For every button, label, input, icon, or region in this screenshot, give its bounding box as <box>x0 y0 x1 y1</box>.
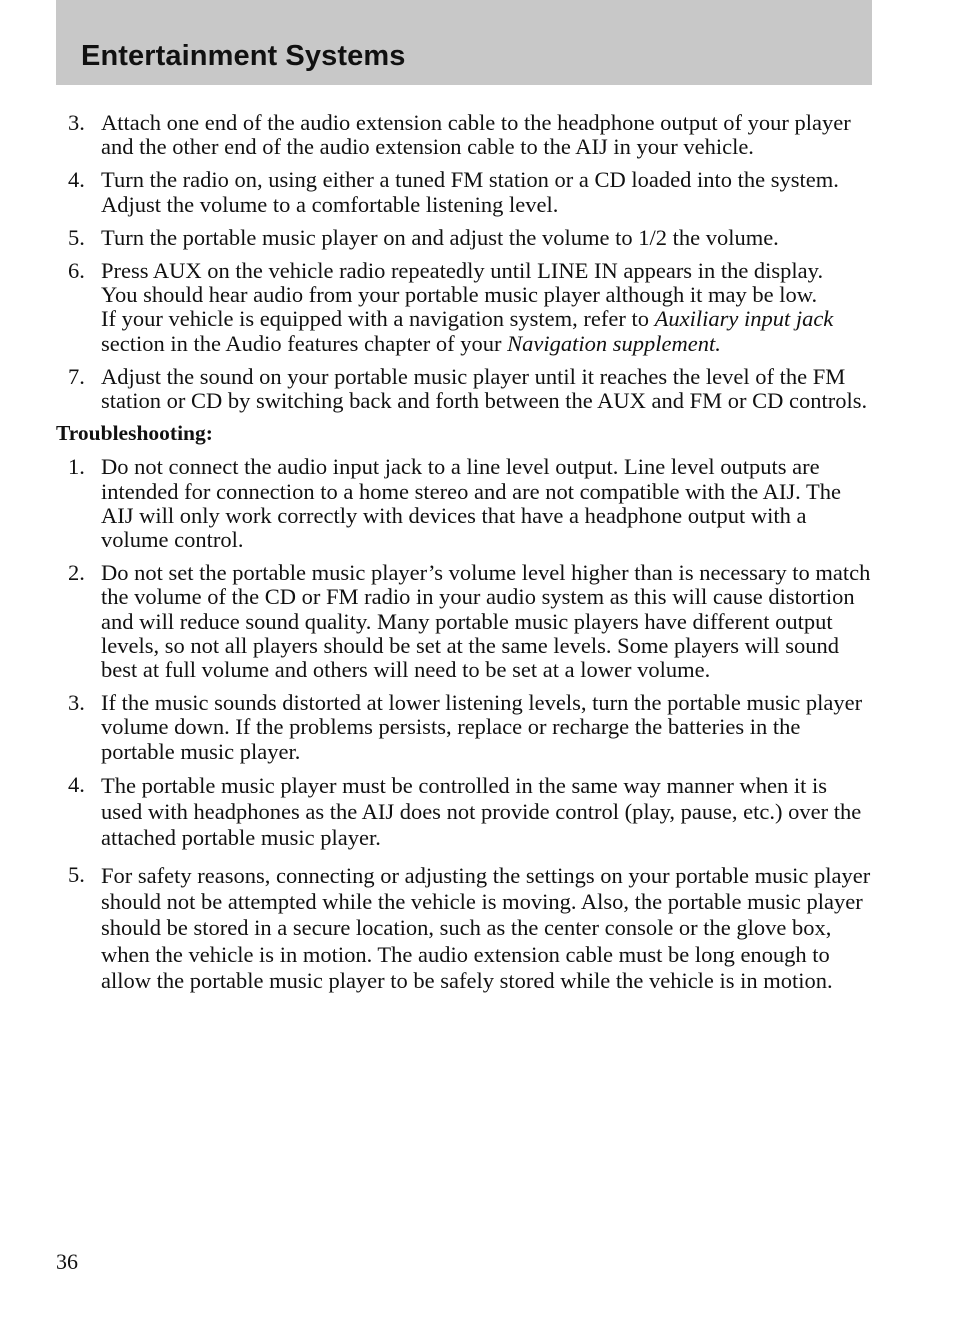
page-content <box>56 111 872 1003</box>
reference-text: section in the Audio features chapter of your <box>101 330 508 356</box>
section-header-bar <box>56 0 872 85</box>
step-number: 7. <box>68 363 85 389</box>
step-text: Adjust the sound on your portable music player until it reaches the level of the FM station or CD by switching back and forth between the AUX and FM or CD controls. <box>101 363 868 414</box>
step-number: 6. <box>68 258 85 284</box>
navigation-reference <box>101 307 872 355</box>
step-number: 5. <box>68 224 85 250</box>
step-text: Attach one end of the audio extension cable to the headphone output of your player and the other end of the audio extension cable to the AIJ in your vehicle. <box>101 110 851 160</box>
reference-text: If your vehicle is equipped with a navigation system, refer to <box>101 306 655 332</box>
step-item-7 <box>56 365 872 413</box>
steps-list <box>56 111 872 413</box>
step-item-6 <box>56 259 872 356</box>
item-text: The portable music player must be controlled in the same way manner when it is used with headphones as the AIJ does not provide control (play, pause, etc.) over the attached portable music player. <box>101 772 862 851</box>
troubleshooting-item-5 <box>56 863 872 994</box>
step-text: Press AUX on the vehicle radio repeatedly until LINE IN appears in the display. <box>101 258 824 284</box>
troubleshooting-list <box>56 455 872 994</box>
step-item-4 <box>56 168 872 216</box>
troubleshooting-heading: Troubleshooting: <box>56 421 213 446</box>
troubleshooting-item-1 <box>56 455 872 552</box>
step-text: Turn the portable music player on and adjust the volume to 1/2 the volume. <box>101 224 779 250</box>
item-text: Do not set the portable music player’s volume level higher than is necessary to match the volume of the CD or FM radio in your audio system as this will cause distortion and will reduce sound quality. Many portable music players have different output levels, so not all players should be set at the same levels. Some players will sound best at full volume and others will need to be set at a lower volume. <box>101 560 871 683</box>
item-number: 1. <box>68 454 85 480</box>
page-number: 36 <box>56 1249 78 1274</box>
item-number: 5. <box>68 861 85 887</box>
section-title: Entertainment Systems <box>81 40 406 72</box>
step-number: 3. <box>68 110 85 135</box>
step-note: You should hear audio from your portable music player although it may be low. <box>101 282 818 308</box>
troubleshooting-item-3 <box>56 691 872 764</box>
item-number: 2. <box>68 560 85 586</box>
navigation-supplement-reference: Navigation supplement. <box>507 330 721 356</box>
step-item-3 <box>56 111 872 159</box>
troubleshooting-item-4 <box>56 773 872 852</box>
troubleshooting-item-2 <box>56 561 872 682</box>
step-text: Turn the radio on, using either a tuned FM station or a CD loaded into the system. Adjust the volume to a comfortable listening level. <box>101 167 839 217</box>
item-text: If the music sounds distorted at lower listening levels, turn the portable music player volume down. If the problems persists, replace or recharge the batteries in the portable music player. <box>101 690 863 764</box>
step-item-5 <box>56 226 872 250</box>
item-text: Do not connect the audio input jack to a line level output. Line level outputs are intended for connection to a home stereo and are not compatible with the AIJ. The AIJ will only work correctly with devices that have a headphone output with a volume control. <box>101 454 841 553</box>
step-number: 4. <box>68 167 85 193</box>
item-number: 3. <box>68 690 85 716</box>
auxiliary-input-jack-reference: Auxiliary input jack <box>654 306 834 332</box>
item-number: 4. <box>68 771 85 797</box>
item-text: For safety reasons, connecting or adjusting the settings on your portable music player should not be attempted while the vehicle is moving. Also, the portable music player should be stored in a secure location, such as the center console or the glove box, when the vehicle is in motion. The audio extension cable must be long enough to allow the portable music player to be safely stored while the vehicle is in motion. <box>101 862 871 993</box>
